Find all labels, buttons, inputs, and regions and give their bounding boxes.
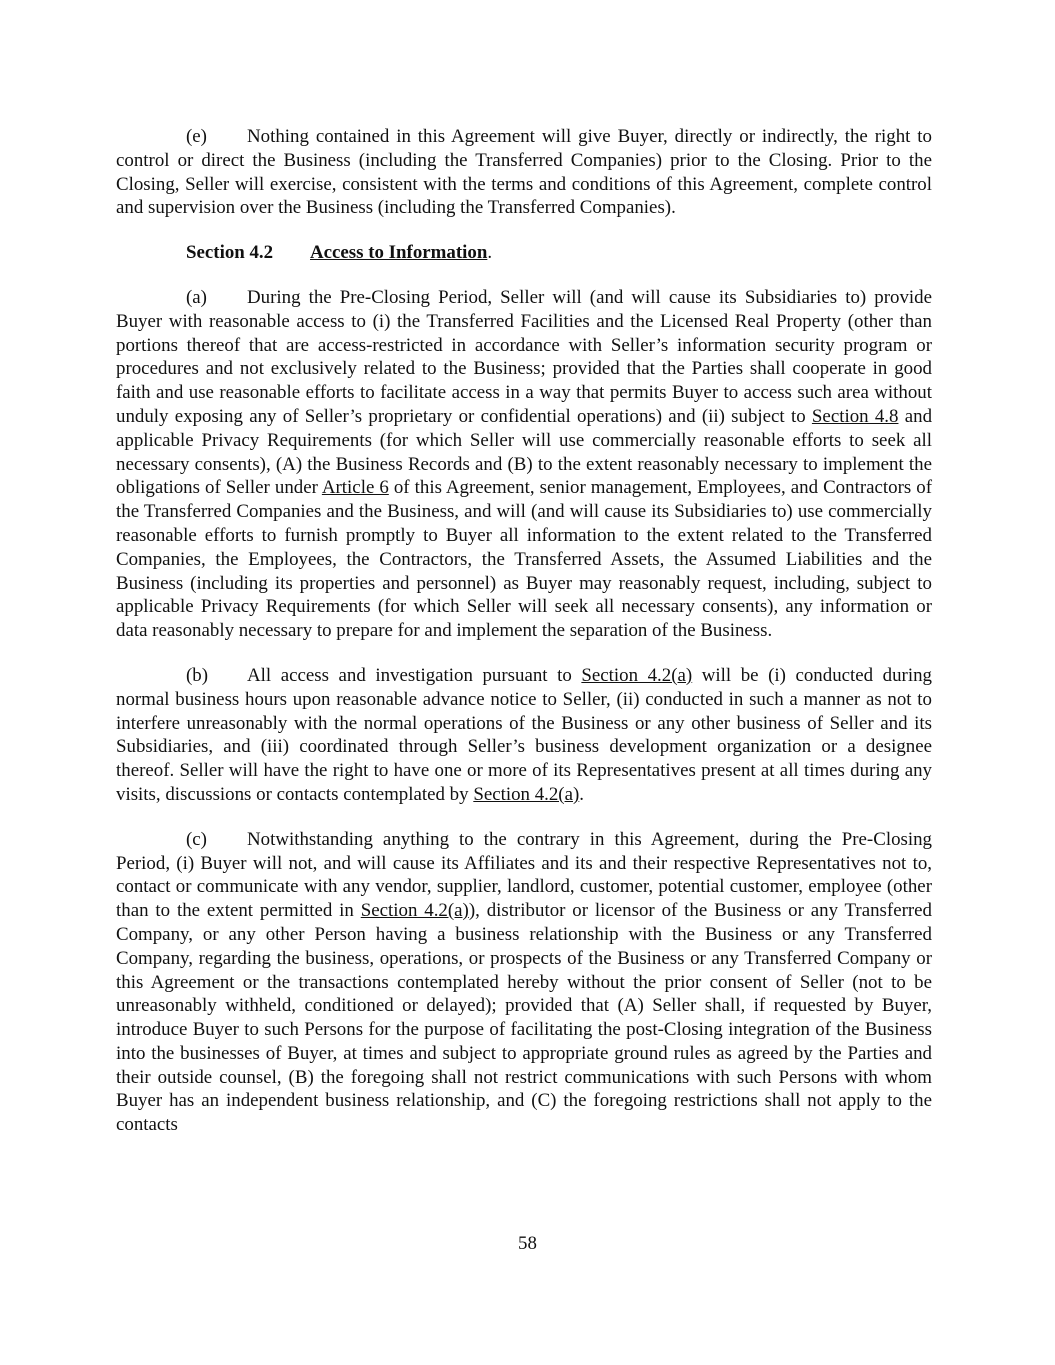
section-heading (116, 241, 932, 265)
cross-reference-link[interactable]: Section 4.2(a) (473, 783, 580, 805)
paragraph-b (116, 664, 932, 807)
paragraph-text: will be (i) conducted during normal business hours upon reasonable advance notice to Seller, (ii) conducted in such a manner as not to interfere unreasonably with the normal operations of the Business or any other business of Seller and its Subsidiaries, and (iii) coordinated through Seller’s business development organization or a designee thereof. Seller will have the right to have one or more of its Representatives present at all times during any visits, discussions or contacts contemplated by (116, 664, 932, 805)
paragraph-text: Nothing contained in this Agreement will give Buyer, directly or indirectly, the right to control or direct the Business (including the Transferred Companies) prior to the Closing. Prior to the Closing, Seller will exercise, consistent with the terms and conditions of this Agreement, complete control and supervision over the Business (including the Transferred Companies). (116, 126, 932, 219)
paragraph-text: and applicable Privacy Requirements (for which Seller will use commercially reasonable efforts to seek all necessary consents), (A) the Business Records and (B) to the extent reasonably necessary to implement the obligations of Seller under (116, 405, 933, 499)
paragraph-text: All access and investigation pursuant to (247, 664, 582, 686)
paragraph-label: (b) (186, 664, 209, 686)
paragraph-c (116, 828, 932, 1137)
paragraph-text: of this Agreement, senior management, Employees, and Contractors of the Transferred Companies and the Business, and will (and will cause its Subsidiaries to) use commercially reasonable efforts to furnish promptly to Buyer all information to the extent related to the Transferred Companies, the Employees, the Contractors, the Transferred Assets, the Assumed Liabilities and the Business (including its properties and personnel) as Buyer may reasonably request, including, subject to applicable Privacy Requirements (for which Seller will seek all necessary consents), any information or data reasonably necessary to prepare for and implement the separation of the Business. (116, 477, 932, 642)
paragraph-text: Notwithstanding anything to the contrary in this Agreement, during the Pre-Closing Period, (i) Buyer will not, and will cause its Affiliates and its and their respective Representatives not to, contact or communicate with any vendor, supplier, landlord, customer, potential customer, employee (other than to the extent permitted in (116, 828, 932, 922)
paragraph-text: During the Pre-Closing Period, Seller will (and will cause its Subsidiaries to) provide Buyer with reasonable access to (i) the Transferred Facilities and the Licensed Real Property (other than portions thereof that are access-restricted in accordance with Seller’s information security program or procedures and not exclusively related to the Business; provided that the Parties shall cooperate in good faith and use reasonable efforts to facilitate access in a way that permits Buyer to access such area without unduly exposing any of Seller’s proprietary or confidential operations) and (ii) subject to (116, 286, 932, 427)
paragraph-label: (a) (186, 286, 207, 308)
paragraph-text: . (579, 783, 585, 805)
section-title-period: . (487, 242, 493, 264)
cross-reference-link[interactable]: Section 4.2(a) (360, 900, 469, 922)
cross-reference-link[interactable]: Article 6 (321, 477, 389, 499)
paragraph-a (116, 286, 932, 643)
cross-reference-link[interactable]: Section 4.2(a) (581, 664, 693, 686)
cross-reference-link[interactable]: Section 4.8 (811, 405, 899, 427)
paragraph-text: ), distributor or licensor of the Business or any Transferred Company, or any other Person having a business relationship with the Business or any Transferred Company, regarding the business, operations, or prospects of the Business or any Transferred Company or this Agreement or the transactions contemplated hereby without the prior consent of Seller (not to be unreasonably withheld, conditioned or delayed); provided that (A) Seller shall, if requested by Buyer, introduce Buyer to such Persons for the purpose of facilitating the post-Closing integration of the Business into the businesses of Buyer, at times and subject to appropriate ground rules as agreed by the Parties and their outside counsel, (B) the foregoing shall not restrict communications with such Persons with whom Buyer has an independent business relationship, and (C) the foregoing restrictions shall not apply to the contacts (116, 900, 932, 1136)
document-page (116, 125, 932, 1158)
page-number: 58 (518, 1233, 537, 1254)
paragraph-label: (c) (186, 828, 207, 850)
section-number: Section 4.2 (186, 242, 274, 264)
section-title: Access to Information (310, 242, 488, 264)
paragraph-label: (e) (186, 126, 207, 147)
paragraph-e (116, 125, 932, 220)
